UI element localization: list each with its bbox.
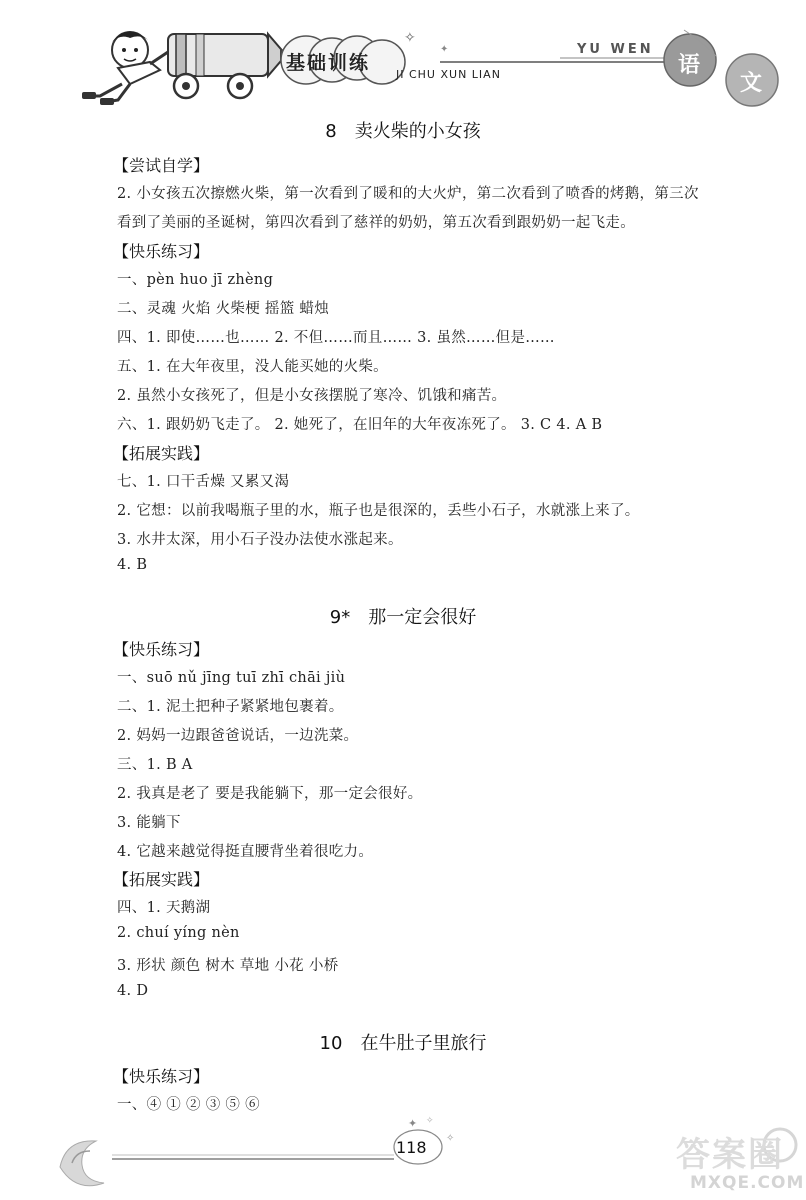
answer-line: 一、pèn huo jī zhèng: [117, 272, 274, 288]
answer-line: 看到了美丽的圣诞树，第四次看到了慈祥的奶奶，第五次看到跟奶奶一起飞走。: [117, 215, 635, 231]
answer-line: 4. B: [117, 557, 148, 573]
answer-line: 一、suō nǔ jīng tuī zhī chāi jiù: [117, 670, 346, 686]
header-subject: YU WEN: [577, 42, 654, 57]
answer-line: 4. D: [117, 983, 149, 999]
block-heading: 【快乐练习】: [113, 640, 210, 659]
answer-line: 3. 水井太深，用小石子没办法使水涨起来。: [117, 532, 403, 548]
section-title: [0, 1029, 806, 1055]
section-number: 10: [319, 1033, 343, 1054]
block-heading: 【拓展实践】: [113, 870, 210, 889]
answer-line: 一、④ ① ② ③ ⑤ ⑥: [117, 1097, 260, 1113]
answer-line: 3. 能躺下: [117, 815, 181, 831]
section-number: 9*: [329, 607, 351, 628]
block-heading: 【快乐练习】: [113, 242, 210, 261]
block-heading: 【快乐练习】: [113, 1067, 210, 1086]
header-title: 基础训练: [286, 52, 371, 74]
svg-text:✦: ✦: [440, 44, 449, 55]
watermark-url: MXQE.COM: [690, 1173, 805, 1193]
answer-line: 二、1. 泥土把种子紧紧地包裹着。: [117, 699, 344, 715]
subject-badge-2: 文: [740, 71, 763, 96]
answer-line: 六、1. 跟奶奶飞走了。 2. 她死了，在旧年的大年夜冻死了。 3. C 4. A B: [117, 417, 603, 433]
svg-text:✧: ✧: [426, 1116, 434, 1126]
section-name: 那一定会很好: [368, 607, 477, 628]
answer-line: 四、1. 即使……也…… 2. 不但……而且…… 3. 虽然……但是……: [117, 330, 555, 346]
answer-line: 3. 形状 颜色 树木 草地 小花 小桥: [117, 958, 339, 974]
section-title: [0, 603, 806, 629]
page-header: [0, 0, 806, 112]
answer-line: 2. chuí yíng nèn: [117, 925, 240, 941]
answer-line: 4. 它越来越觉得挺直腰背坐着很吃力。: [117, 844, 374, 860]
answer-line: 五、1. 在大年夜里，没人能买她的火柴。: [117, 359, 388, 375]
answer-line: 2. 小女孩五次擦燃火柴，第一次看到了暖和的大火炉，第二次看到了喷香的烤鹅，第三次: [117, 186, 699, 202]
header-pinyin: JI CHU XUN LIAN: [396, 68, 501, 81]
svg-text:✦: ✦: [408, 1117, 418, 1130]
page-footer: [0, 1115, 806, 1200]
answer-line: 四、1. 天鹅湖: [117, 900, 211, 916]
section-number: 8: [325, 121, 337, 142]
section-name: 卖火柴的小女孩: [354, 121, 481, 142]
svg-text:✧: ✧: [446, 1133, 455, 1144]
answer-line: 七、1. 口干舌燥 又累又渴: [117, 474, 290, 490]
subject-badge-1: 语: [678, 53, 701, 78]
answer-line: 2. 它想：以前我喝瓶子里的水，瓶子也是很深的，丢些小石子，水就涨上来了。: [117, 503, 640, 519]
answer-line: 2. 我真是老了 要是我能躺下，那一定会很好。: [117, 786, 423, 802]
answer-line: 二、灵魂 火焰 火柴梗 摇篮 蜡烛: [117, 301, 330, 317]
block-heading: 【尝试自学】: [113, 156, 210, 175]
watermark-text: 答案圈: [676, 1135, 784, 1175]
section-name: 在牛肚子里旅行: [360, 1033, 487, 1054]
section-title: [0, 117, 806, 143]
block-heading: 【拓展实践】: [113, 444, 210, 463]
page-number: 118: [396, 1138, 427, 1157]
svg-text:✧: ✧: [404, 30, 416, 46]
answer-line: 三、1. B A: [117, 757, 193, 773]
answer-line: 2. 虽然小女孩死了，但是小女孩摆脱了寒冷、饥饿和痛苦。: [117, 388, 507, 404]
answer-line: 2. 妈妈一边跟爸爸说话，一边洗菜。: [117, 728, 359, 744]
